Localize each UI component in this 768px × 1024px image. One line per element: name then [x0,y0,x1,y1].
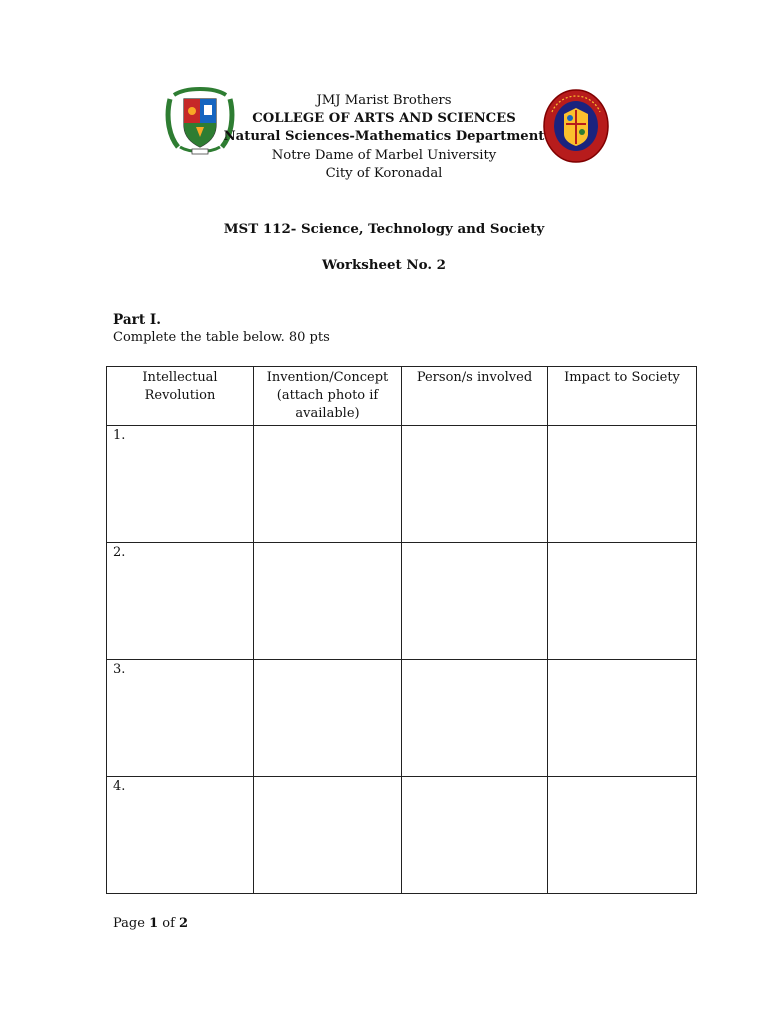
current-page: 1 [149,916,159,931]
page-label: Page [113,916,145,931]
invention-cell[interactable] [254,426,402,543]
invention-cell[interactable] [254,777,402,894]
page-number [113,916,188,931]
table-row [107,660,697,777]
header-text: Intellectual [142,370,218,385]
course-title: MST 112- Science, Technology and Society [223,221,545,237]
header-text: Revolution [144,388,216,403]
table-row [107,426,697,543]
impact-cell[interactable] [548,777,697,894]
table-row [107,543,697,660]
impact-cell[interactable] [548,426,697,543]
part-title: Part I. [113,312,161,328]
row-number-cell[interactable]: 1. [107,426,254,543]
header-line-3: Natural Sciences-Mathematics Department [223,129,545,145]
institution-header [0,92,768,183]
header-text: (attach photo if [276,388,379,403]
persons-cell[interactable] [402,543,548,660]
header-line-1: JMJ Marist Brothers [316,93,452,108]
header-persons-involved [402,367,548,426]
persons-cell[interactable] [402,426,548,543]
impact-cell[interactable] [548,543,697,660]
invention-cell[interactable] [254,660,402,777]
table-row [107,777,697,894]
header-text: Invention/Concept [266,370,389,385]
header-line-4: Notre Dame of Marbel University [271,147,497,163]
persons-cell[interactable] [402,660,548,777]
impact-cell[interactable] [548,660,697,777]
header-intellectual-revolution [107,367,254,426]
table-header-row [107,367,697,426]
row-number-cell[interactable]: 2. [107,543,254,660]
row-number-cell[interactable]: 4. [107,777,254,894]
header-text: available) [295,406,360,421]
of-label: of [162,916,175,931]
part-instruction: Complete the table below. 80 pts [113,330,330,345]
header-text: Impact to Society [564,370,680,385]
worksheet-table [106,366,697,894]
worksheet-title: Worksheet No. 2 [322,257,446,273]
college-seal-icon [542,88,610,164]
total-pages: 2 [179,916,189,931]
header-impact-to-society [548,367,697,426]
header-text: Person/s involved [416,370,533,385]
header-line-2: COLLEGE OF ARTS AND SCIENCES [252,111,516,127]
header-invention-concept [254,367,402,426]
persons-cell[interactable] [402,777,548,894]
invention-cell[interactable] [254,543,402,660]
header-line-5: City of Koronadal [325,165,443,181]
row-number-cell[interactable]: 3. [107,660,254,777]
